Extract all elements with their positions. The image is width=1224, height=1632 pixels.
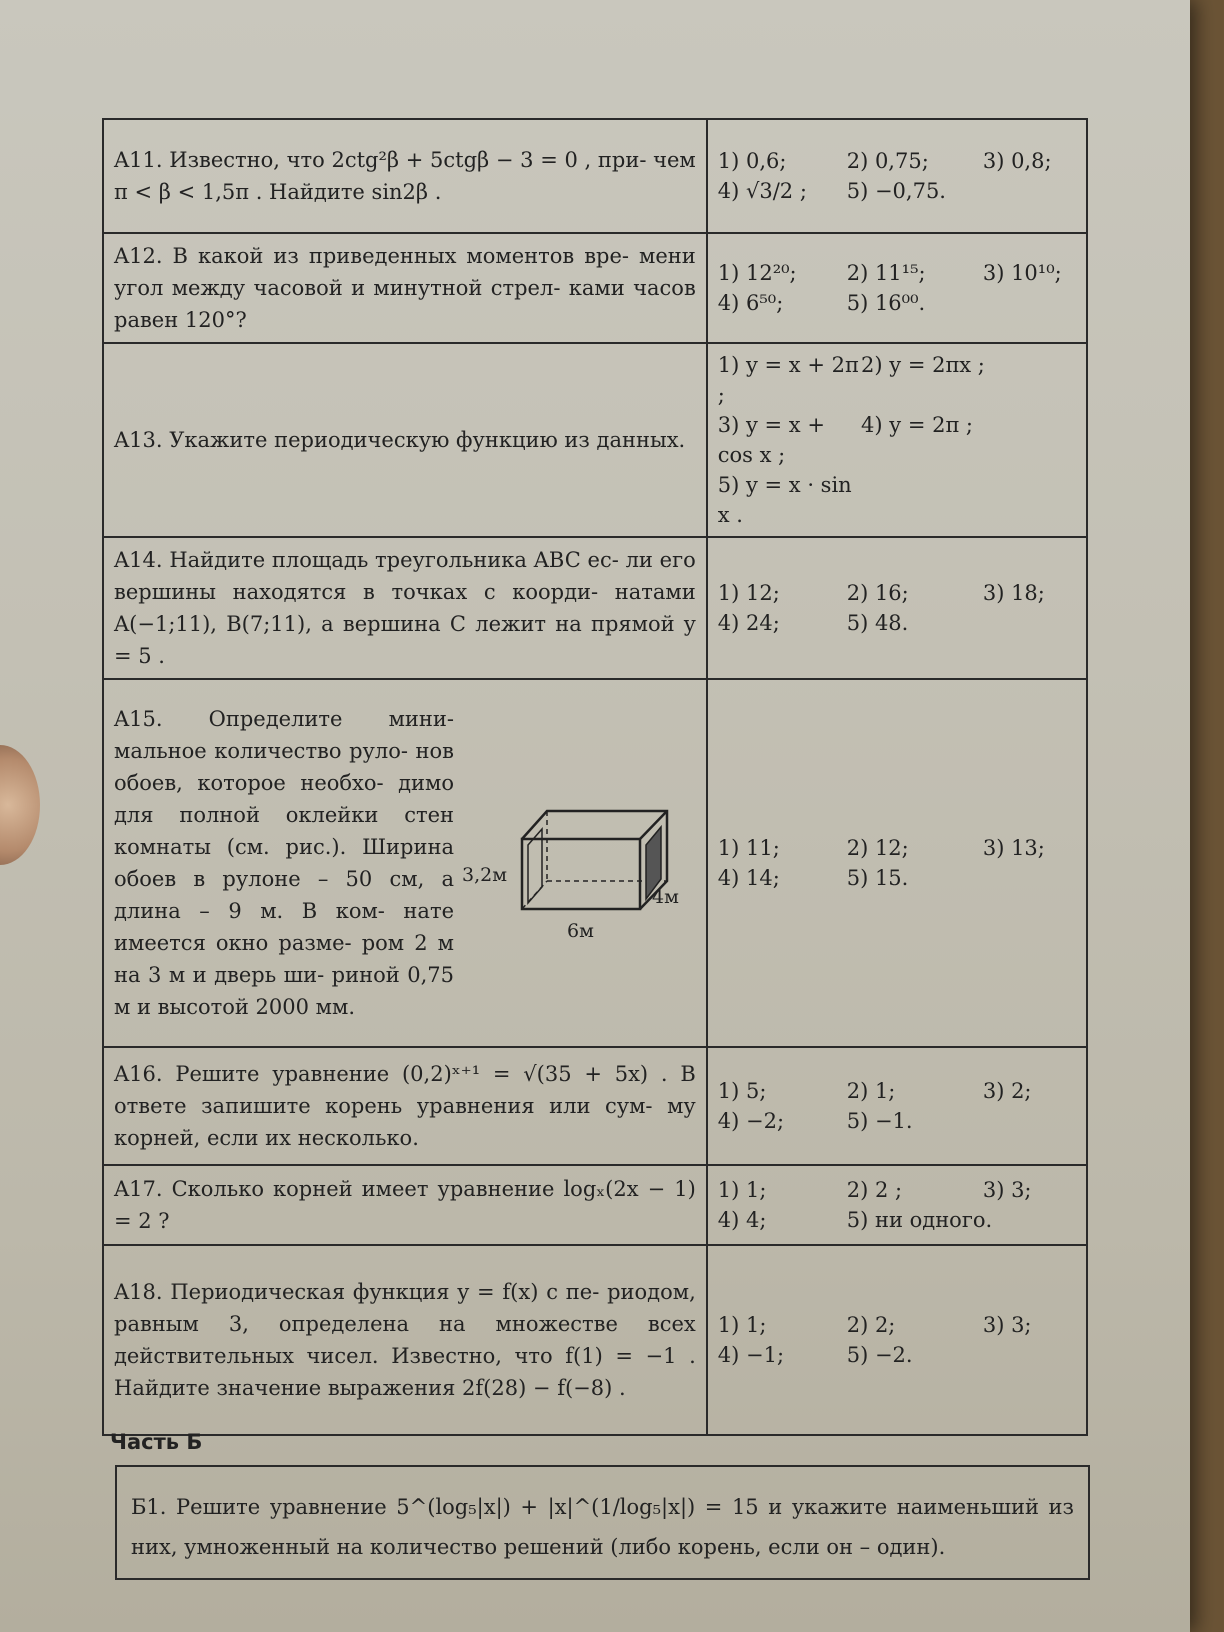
answer-option: 1) 11; <box>717 836 780 860</box>
answer-option: 1) 5; <box>717 1079 767 1103</box>
answer-option: 3) 18; <box>982 581 1045 605</box>
task-question: A18. Периодическая функция y = f(x) с пе- риодом, равным 3, определена на множестве всех действительных чисел. Известно, что f(1) = −1 . Найдите значение выражения 2f(28) − f(−8) . <box>103 1245 707 1435</box>
task-answers <box>707 679 1087 1047</box>
figure-depth-label: 4м <box>652 886 679 908</box>
answer-option: 3) y = x + cos x ; <box>717 413 825 467</box>
task-row <box>103 1165 1087 1245</box>
answer-option: 5) ни одного. <box>846 1208 993 1232</box>
answer-option: 5) 16⁰⁰. <box>846 291 926 315</box>
answer-option: 2) 11¹⁵; <box>846 261 926 285</box>
answer-option: 4) 14; <box>717 866 780 890</box>
task-row <box>103 343 1087 537</box>
answer-option: 1) 12²⁰; <box>717 261 797 285</box>
answer-option: 2) 1; <box>846 1079 896 1103</box>
answer-option: 4) √3/2 ; <box>717 179 807 203</box>
answer-option: 4) −2; <box>717 1109 785 1133</box>
answer-option: 1) 1; <box>717 1178 767 1202</box>
answer-option: 3) 2; <box>982 1079 1032 1103</box>
answer-option: 4) y = 2π ; <box>861 413 973 437</box>
answer-option: 4) 4; <box>717 1208 767 1232</box>
task-row <box>103 119 1087 233</box>
answer-option: 4) 24; <box>717 611 780 635</box>
task-question: A13. Укажите периодическую функцию из данных. <box>103 343 707 537</box>
figure-height-label: 3,2м <box>462 864 507 886</box>
task-answers <box>707 119 1087 233</box>
task-question: A17. Сколько корней имеет уравнение logₓ(2x − 1) = 2 ? <box>103 1165 707 1245</box>
answer-option: 5) −2. <box>846 1343 913 1367</box>
task-question: A11. Известно, что 2ctg²β + 5ctgβ − 3 = 0 , при- чем π < β < 1,5π . Найдите sin2β . <box>103 119 707 233</box>
answer-option: 2) 0,75; <box>846 149 929 173</box>
tasks-table <box>102 118 1088 1436</box>
answer-option: 1) 12; <box>717 581 780 605</box>
answer-option: 5) −0,75. <box>846 179 946 203</box>
task-question: A14. Найдите площадь треугольника ABC ес- ли его вершины находятся в точках с коорди- натами A(−1;11), B(7;11), а вершина C лежит на прямой y = 5 . <box>103 537 707 679</box>
task-question: A12. В какой из приведенных моментов вре- мени угол между часовой и минутной стрел- ками часов равен 120°? <box>103 233 707 343</box>
answer-option: 3) 10¹⁰; <box>982 261 1062 285</box>
task-row <box>103 537 1087 679</box>
task-answers <box>707 343 1087 537</box>
b1-suffix: и укажите наименьший из них, умноженный на количество решений (либо корень, если он – один). <box>131 1495 1074 1559</box>
answer-option: 1) y = x + 2π ; <box>717 353 859 407</box>
task-question-text: A15. Определите мини- мальное количество руло- нов обоев, которое необхо- димо для полной оклейки стен комнаты (см. рис.). Ширина обоев в рулоне – 50 см, а длина – 9 м. В ком- нате имеется окно разме- ром 2 м на 3 м и дверь ши- риной 0,75 м и высотой 2000 мм. <box>114 707 454 1019</box>
room-figure <box>462 783 692 943</box>
answer-option: 2) 2; <box>846 1313 896 1337</box>
task-question: A16. Решите уравнение (0,2)ˣ⁺¹ = √(35 + 5x) . В ответе запишите корень уравнения или сум- му корней, если их несколько. <box>103 1047 707 1165</box>
answer-option: 1) 0,6; <box>717 149 787 173</box>
answer-option: 5) 48. <box>846 611 909 635</box>
answer-option: 3) 0,8; <box>982 149 1052 173</box>
task-answers <box>707 1165 1087 1245</box>
task-row <box>103 233 1087 343</box>
part-b-heading: Часть Б <box>110 1430 203 1454</box>
answer-option: 3) 3; <box>982 1313 1032 1337</box>
task-question <box>103 679 707 1047</box>
answer-option: 3) 13; <box>982 836 1045 860</box>
answer-option: 5) 15. <box>846 866 909 890</box>
answer-option: 2) y = 2πx ; <box>861 353 985 377</box>
answer-option: 2) 12; <box>846 836 909 860</box>
task-row <box>103 679 1087 1047</box>
answer-option: 5) y = x · sin x . <box>717 473 852 527</box>
answer-option: 3) 3; <box>982 1178 1032 1202</box>
answer-option: 5) −1. <box>846 1109 913 1133</box>
task-answers <box>707 1245 1087 1435</box>
answer-option: 4) −1; <box>717 1343 785 1367</box>
task-row <box>103 1245 1087 1435</box>
figure-length-label: 6м <box>567 920 594 942</box>
answer-option: 4) 6⁵⁰; <box>717 291 784 315</box>
b1-equation: 5^(log₅|x|) + |x|^(1/log₅|x|) = 15 <box>396 1495 759 1519</box>
answer-option: 2) 2 ; <box>846 1178 903 1202</box>
task-answers <box>707 537 1087 679</box>
answer-option: 1) 1; <box>717 1313 767 1337</box>
b1-prefix: Б1. Решите уравнение <box>131 1495 387 1519</box>
task-answers <box>707 233 1087 343</box>
answer-option: 2) 16; <box>846 581 909 605</box>
task-b1 <box>115 1465 1090 1580</box>
task-row <box>103 1047 1087 1165</box>
task-answers <box>707 1047 1087 1165</box>
